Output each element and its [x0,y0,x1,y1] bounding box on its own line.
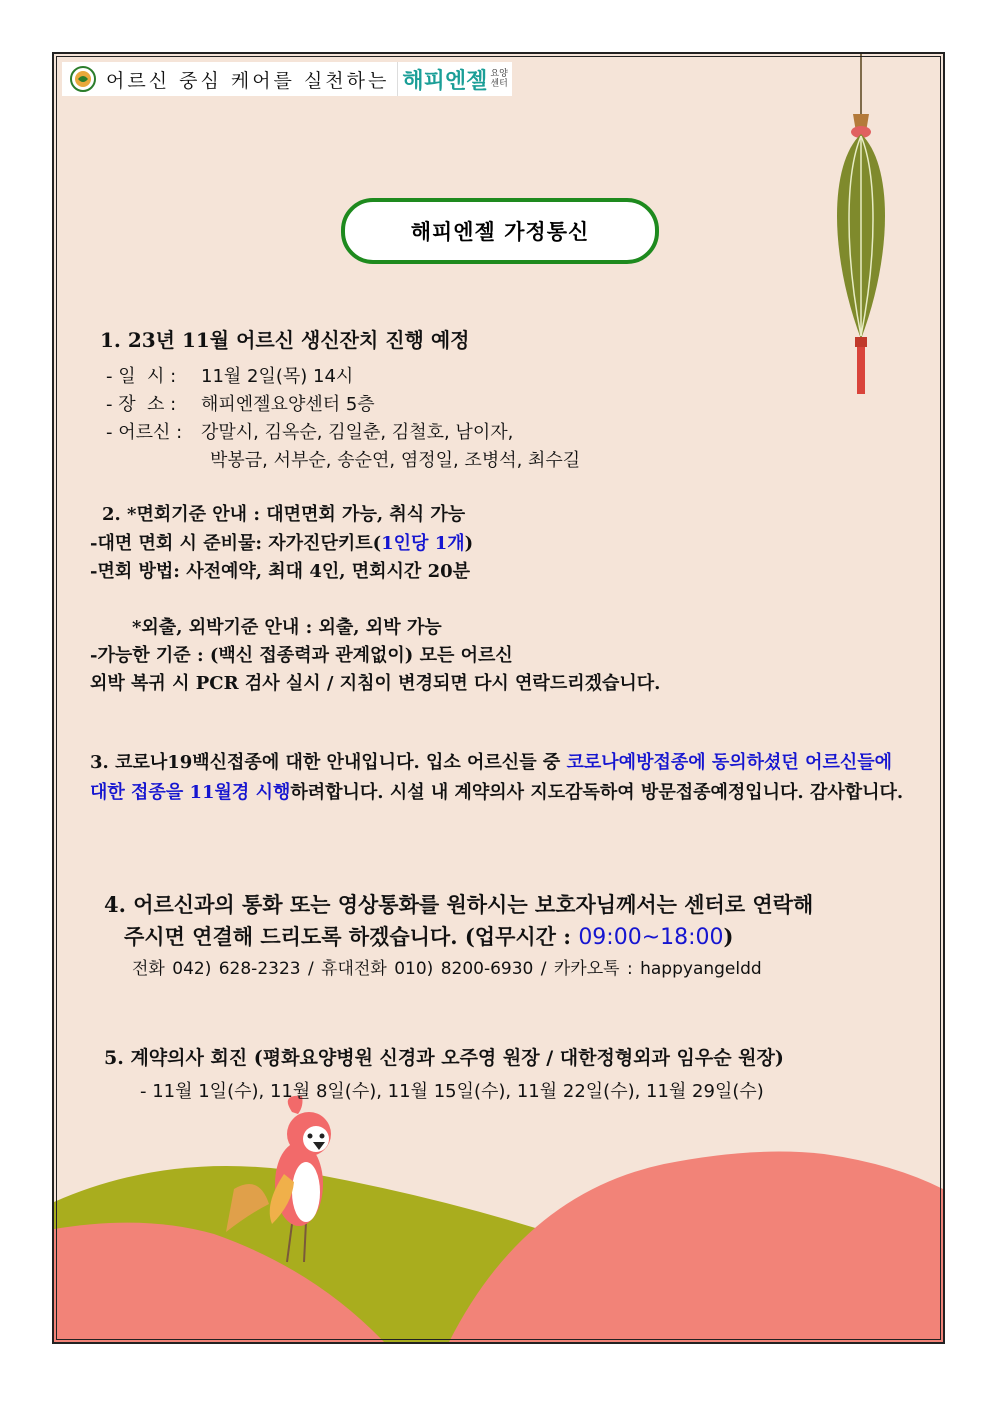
center-logo-icon [62,64,104,94]
section3-part2: 하려합니다. 시설 내 계약의사 지도감독하여 방문접종예정입니다. 감사합니다. [290,782,904,803]
brand-name: 해피엔젤 [402,68,488,94]
line2-prefix: 주시면 연결해 드리도록 하겠습니다. (업무시간 : [124,924,579,949]
contact-info: 전화 042) 628-2323 / 휴대전화 010) 8200-6930 / 카카오톡 : happyangeldd [132,959,762,979]
section2-method: -면회 방법: 사전예약, 최대 4인, 면회시간 20분 [90,561,471,582]
brand-sub-line1: 요양 [490,69,508,79]
row-value: 11월 2일(목) 14시 [201,366,354,387]
row-label: - 장 소 : [106,394,182,415]
brand-sub [490,69,507,89]
section2-prep [90,529,473,555]
section1-heading: 1. 23년 11월 어르신 생신잔치 진행 예정 [100,328,470,352]
business-hours: 09:00~18:00 [578,925,724,950]
section1-row-seniors [106,418,513,444]
section4-line1: 4. 어르신과의 통화 또는 영상통화를 원하시는 보호자님께서는 센터로 연락해 [104,892,814,917]
outing-heading: *외출, 외박기준 안내 : 외출, 외박 가능 [132,617,442,638]
outing-criteria: -가능한 기준 : (백신 접종력과 관계없이) 모든 어르신 [90,645,513,666]
prep-highlight: 1인당 1개 [381,533,465,554]
section5-heading: 5. 계약의사 회진 (평화요양병원 신경과 오주영 원장 / 대한정형외과 임우순 원장) [104,1047,784,1069]
section4-line2 [124,921,733,951]
tagline: 어르신 중심 케어를 실천하는 [104,66,397,93]
section2-heading: 2. *면회기준 안내 : 대면면회 가능, 취식 가능 [102,504,466,525]
header-bar [62,62,512,96]
row-label: - 어르신 : [106,422,188,443]
pink-hill-right [449,1152,943,1342]
row-value: 해피엔젤요양센터 5층 [201,394,375,415]
lantern-icon [819,54,899,404]
title-box [341,198,659,264]
outing-note: 외박 복귀 시 PCR 검사 실시 / 지침이 변경되면 다시 연락드리겠습니다. [90,673,661,694]
section3-highlight: 코로나예방접종에 동의하셨던 어르신들에 대한 접종을 11월경 시행 [90,752,893,803]
line2-suffix: ) [723,924,734,949]
row-label: - 일 시 : [106,366,182,387]
row-value: 강말시, 김옥순, 김일춘, 김철호, 남이자, [201,422,514,443]
section3-part1: 3. 코로나19백신접종에 대한 안내입니다. 입소 어르신들 중 [90,752,567,773]
section1-row-place [106,390,375,416]
newsletter-frame [52,52,945,1344]
section5-dates: - 11월 1일(수), 11월 8일(수), 11월 15일(수), 11월 22일(수), 11월 29일(수) [140,1081,764,1102]
brand-logo [397,62,511,96]
page-title: 해피엔젤 가정통신 [410,220,590,244]
section1-row-date [106,362,353,388]
brand-sub-line2: 센터 [490,79,508,89]
section3-paragraph [90,748,908,808]
prep-prefix: -대면 면회 시 준비물: 자가진단키트( [90,533,382,554]
prep-suffix: ) [464,533,474,554]
section1-seniors-continued: 박봉금, 서부순, 송순연, 염정일, 조병석, 최수길 [210,450,581,471]
